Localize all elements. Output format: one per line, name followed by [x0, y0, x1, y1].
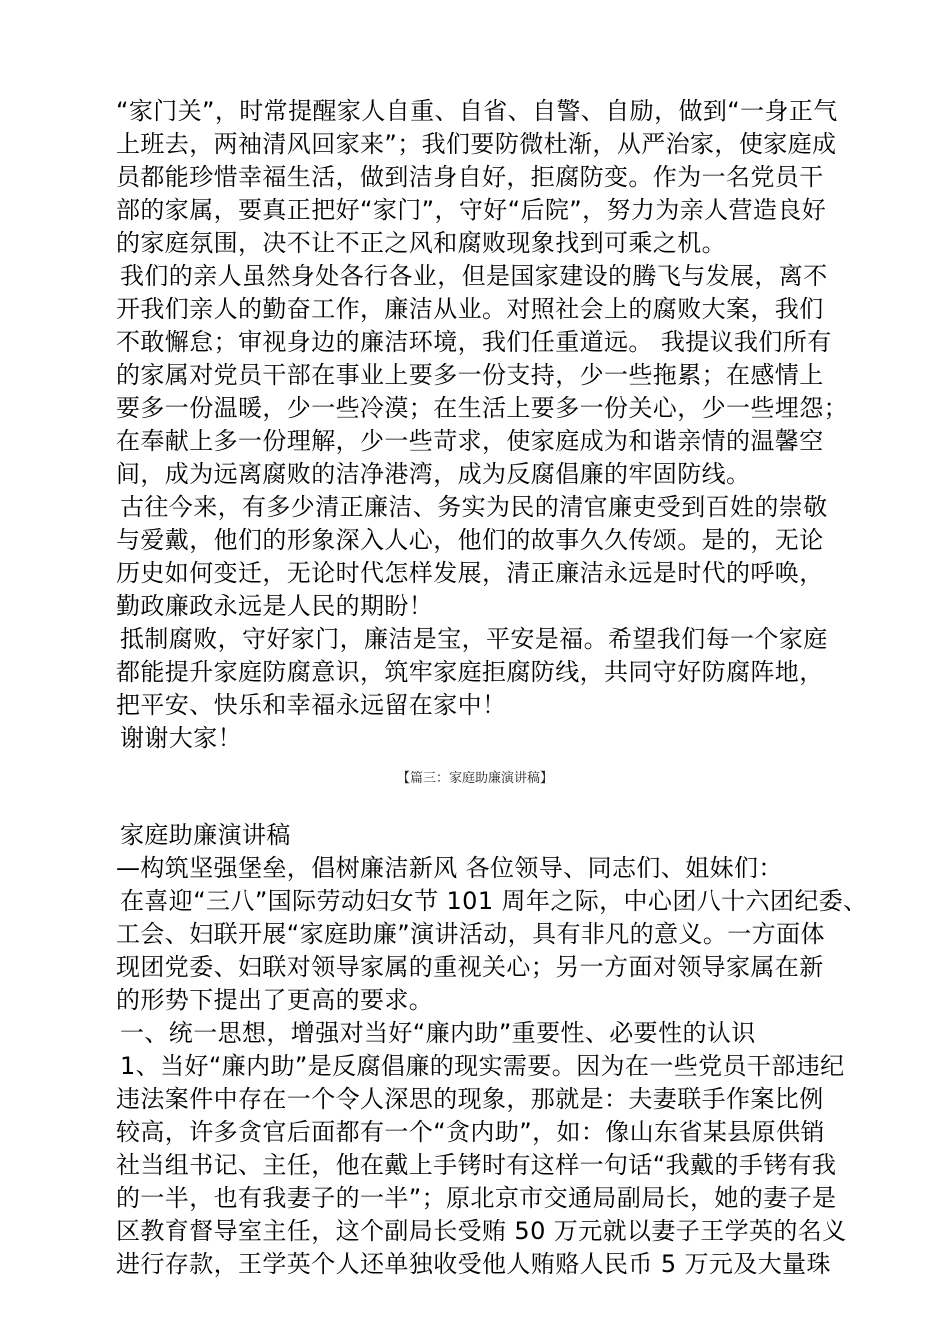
text-line: 开我们亲人的勤奋工作，廉洁从业。对照社会上的腐败大案，我们	[116, 295, 824, 323]
text-line: 在喜迎“三八”国际劳动妇女节 101 周年之际，中心团八十六团纪委、	[120, 887, 868, 915]
text-line: 勤政廉政永远是人民的期盼！	[116, 592, 434, 620]
text-line: 历史如何变迁，无论时代怎样发展，清正廉洁永远是时代的呼唤，	[116, 559, 824, 587]
text-line: 古往今来，有多少清正廉洁、务实为民的清官廉吏受到百姓的崇敬	[120, 493, 828, 521]
text-line: 部的家属，要真正把好“家门”，守好“后院”，努力为亲人营造良好	[116, 196, 827, 224]
text-line: 谢谢大家！	[120, 724, 242, 752]
text-line: 一、统一思想，增强对当好“廉内助”重要性、必要性的认识	[120, 1019, 756, 1047]
text-line: 的形势下提出了更高的要求。	[116, 986, 434, 1014]
text-line: 社当组书记、主任，他在戴上手铐时有这样一句话“我戴的手铐有我	[116, 1151, 837, 1179]
article-title: 家庭助廉演讲稿	[120, 821, 291, 849]
text-line: 的一半，也有我妻子的一半”；原北京市交通局副局长，她的妻子是	[116, 1184, 837, 1212]
text-line: 不敢懈怠；审视身边的廉洁环境，我们任重道远。 我提议我们所有	[116, 328, 832, 356]
text-line: —构筑坚强堡垒，倡树廉洁新风 各位领导、同志们、姐妹们：	[116, 854, 783, 882]
text-line: 1、当好“廉内助”是反腐倡廉的现实需要。因为在一些党员干部违纪	[120, 1052, 845, 1080]
text-line: 区教育督导室主任，这个副局长受贿 50 万元就以妻子王学英的名义	[116, 1217, 847, 1245]
text-line: 抵制腐败，守好家门，廉洁是宝，平安是福。希望我们每一个家庭	[120, 625, 828, 653]
text-line: 工会、妇联开展“家庭助廉”演讲活动，具有非凡的意义。一方面体	[116, 920, 825, 948]
text-line: 与爱戴，他们的形象深入人心，他们的故事久久传颂。是的，无论	[116, 526, 824, 554]
text-line: 较高，许多贪官后面都有一个“贪内助”，如：像山东省某县原供销	[116, 1118, 825, 1146]
text-line: “家门关”，时常提醒家人自重、自省、自警、自励，做到“一身正气	[116, 97, 838, 125]
text-line: 上班去，两袖清风回家来”；我们要防微杜渐，从严治家，使家庭成	[116, 130, 837, 158]
text-line: 我们的亲人虽然身处各行各业，但是国家建设的腾飞与发展，离不	[120, 262, 828, 290]
text-line: 的家属对党员干部在事业上要多一份支持，少一些拖累；在感情上	[116, 361, 824, 389]
text-line: 间，成为远离腐败的洁净港湾，成为反腐倡廉的牢固防线。	[116, 460, 751, 488]
text-line: 把平安、快乐和幸福永远留在家中！	[116, 691, 507, 719]
text-line: 员都能珍惜幸福生活，做到洁身自好，拒腐防变。作为一名党员干	[116, 163, 824, 191]
text-line: 违法案件中存在一个令人深思的现象，那就是：夫妻联手作案比例	[116, 1085, 824, 1113]
text-line: 进行存款，王学英个人还单独收受他人贿赂人民币 5 万元及大量珠	[116, 1250, 831, 1278]
section-heading: 【篇三：家庭助廉演讲稿】	[396, 771, 553, 786]
text-line: 都能提升家庭防腐意识，筑牢家庭拒腐防线，共同守好防腐阵地，	[116, 658, 824, 686]
text-line: 在奉献上多一份理解，少一些苛求，使家庭成为和谐亲情的温馨空	[116, 427, 824, 455]
text-line: 的家庭氛围，决不让不正之风和腐败现象找到可乘之机。	[116, 229, 726, 257]
text-line: 现团党委、妇联对领导家属的重视关心；另一方面对领导家属在新	[116, 953, 824, 981]
text-line: 要多一份温暖，少一些冷漠；在生活上要多一份关心，少一些埋怨；	[116, 394, 848, 422]
